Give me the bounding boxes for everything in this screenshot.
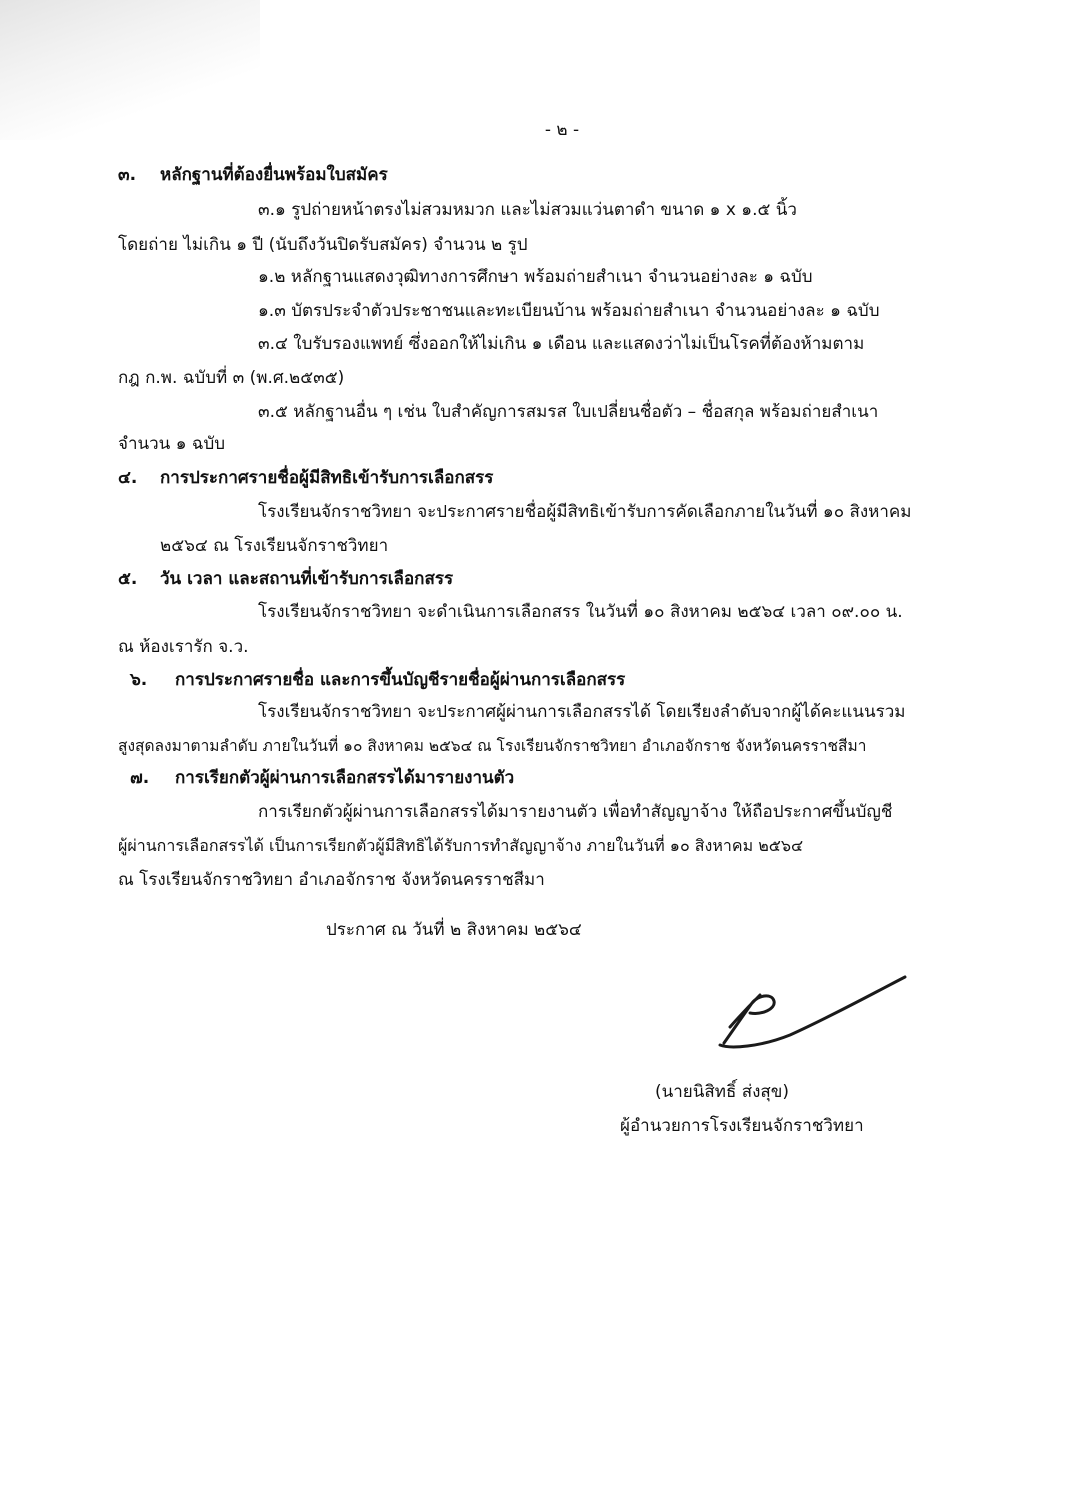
section4-body-line1: โรงเรียนจักราชวิทยา จะประกาศรายชื่อผู้มีสิทธิเข้ารับการคัดเลือกภายในวันที่ ๑๐ สิงหาคม [258,502,912,522]
section3-item1-line2: โดยถ่าย ไม่เกิน ๑ ปี (นับถึงวันปิดรับสมัคร) จำนวน ๒ รูป [118,235,528,255]
section5-body-line1: โรงเรียนจักราชวิทยา จะดำเนินการเลือกสรร ในวันที่ ๑๐ สิงหาคม ๒๕๖๔ เวลา ๐๙.๐๐ น. [258,602,903,622]
section5-heading: วัน เวลา และสถานที่เข้ารับการเลือกสรร [160,569,454,589]
signer-name: (นายนิสิทธิ์ ส่งสุข) [655,1082,790,1102]
section3-heading: หลักฐานที่ต้องยื่นพร้อมใบสมัคร [160,165,388,185]
section6-body-line2: สูงสุดลงมาตามลำดับ ภายในวันที่ ๑๐ สิงหาคม ๒๕๖๔ ณ โรงเรียนจักราชวิทยา อำเภอจักราช จังหวัดนครราชสีมา [118,737,867,755]
section6-body-line1: โรงเรียนจักราชวิทยา จะประกาศผู้ผ่านการเลือกสรรได้ โดยเรียงลำดับจากผู้ได้คะแนนรวม [258,702,906,722]
section6-heading: การประกาศรายชื่อ และการขึ้นบัญชีรายชื่อผู้ผ่านการเลือกสรร [175,670,626,690]
section7-body-line3: ณ โรงเรียนจักราชวิทยา อำเภอจักราช จังหวัดนครราชสีมา [118,870,545,890]
section3-item5-line2: จำนวน ๑ ฉบับ [118,434,226,454]
section4-number: ๔. [118,468,138,488]
section7-body-line2: ผู้ผ่านการเลือกสรรได้ เป็นการเรียกตัวผู้มีสิทธิได้รับการทำสัญญาจ้าง ภายในวันที่ ๑๐ สิงหาคม ๒๕๖๔ [118,836,804,855]
section7-number: ๗. [130,768,150,788]
paper-fold-shadow [0,0,260,140]
signer-title: ผู้อำนวยการโรงเรียนจักราชวิทยา [620,1116,864,1136]
section3-item3: ๑.๓ บัตรประจำตัวประชาชนและทะเบียนบ้าน พร้อมถ่ายสำเนา จำนวนอย่างละ ๑ ฉบับ [258,301,880,321]
section4-body-line2: ๒๕๖๔ ณ โรงเรียนจักราชวิทยา [160,536,389,556]
section3-item1-line1: ๓.๑ รูปถ่ายหน้าตรงไม่สวมหมวก และไม่สวมแว่นตาดำ ขนาด ๑ x ๑.๕ นิ้ว [258,200,797,220]
section7-body-line1: การเรียกตัวผู้ผ่านการเลือกสรรได้มารายงานตัว เพื่อทำสัญญาจ้าง ให้ถือประกาศขึ้นบัญชี [258,802,893,822]
section3-item5-line1: ๓.๕ หลักฐานอื่น ๆ เช่น ใบสำคัญการสมรส ใบเปลี่ยนชื่อตัว – ชื่อสกุล พร้อมถ่ายสำเนา [258,402,879,422]
section5-body-line2: ณ ห้องเรารัก จ.ว. [118,637,249,657]
section6-number: ๖. [130,670,148,690]
section7-heading: การเรียกตัวผู้ผ่านการเลือกสรรได้มารายงานตัว [175,768,515,788]
section4-heading: การประกาศรายชื่อผู้มีสิทธิเข้ารับการเลือกสรร [160,468,494,488]
signature-icon [700,965,920,1060]
section3-item4-line1: ๓.๔ ใบรับรองแพทย์ ซึ่งออกให้ไม่เกิน ๑ เดือน และแสดงว่าไม่เป็นโรคที่ต้องห้ามตาม [258,334,865,354]
page-number: - ๒ - [544,120,580,140]
announcement-date: ประกาศ ณ วันที่ ๒ สิงหาคม ๒๕๖๔ [326,920,582,940]
section3-number: ๓. [118,165,137,185]
section5-number: ๕. [118,569,138,589]
section3-item2: ๑.๒ หลักฐานแสดงวุฒิทางการศึกษา พร้อมถ่ายสำเนา จำนวนอย่างละ ๑ ฉบับ [258,267,813,287]
section3-item4-line2: กฎ ก.พ. ฉบับที่ ๓ (พ.ศ.๒๕๓๕) [118,368,345,388]
